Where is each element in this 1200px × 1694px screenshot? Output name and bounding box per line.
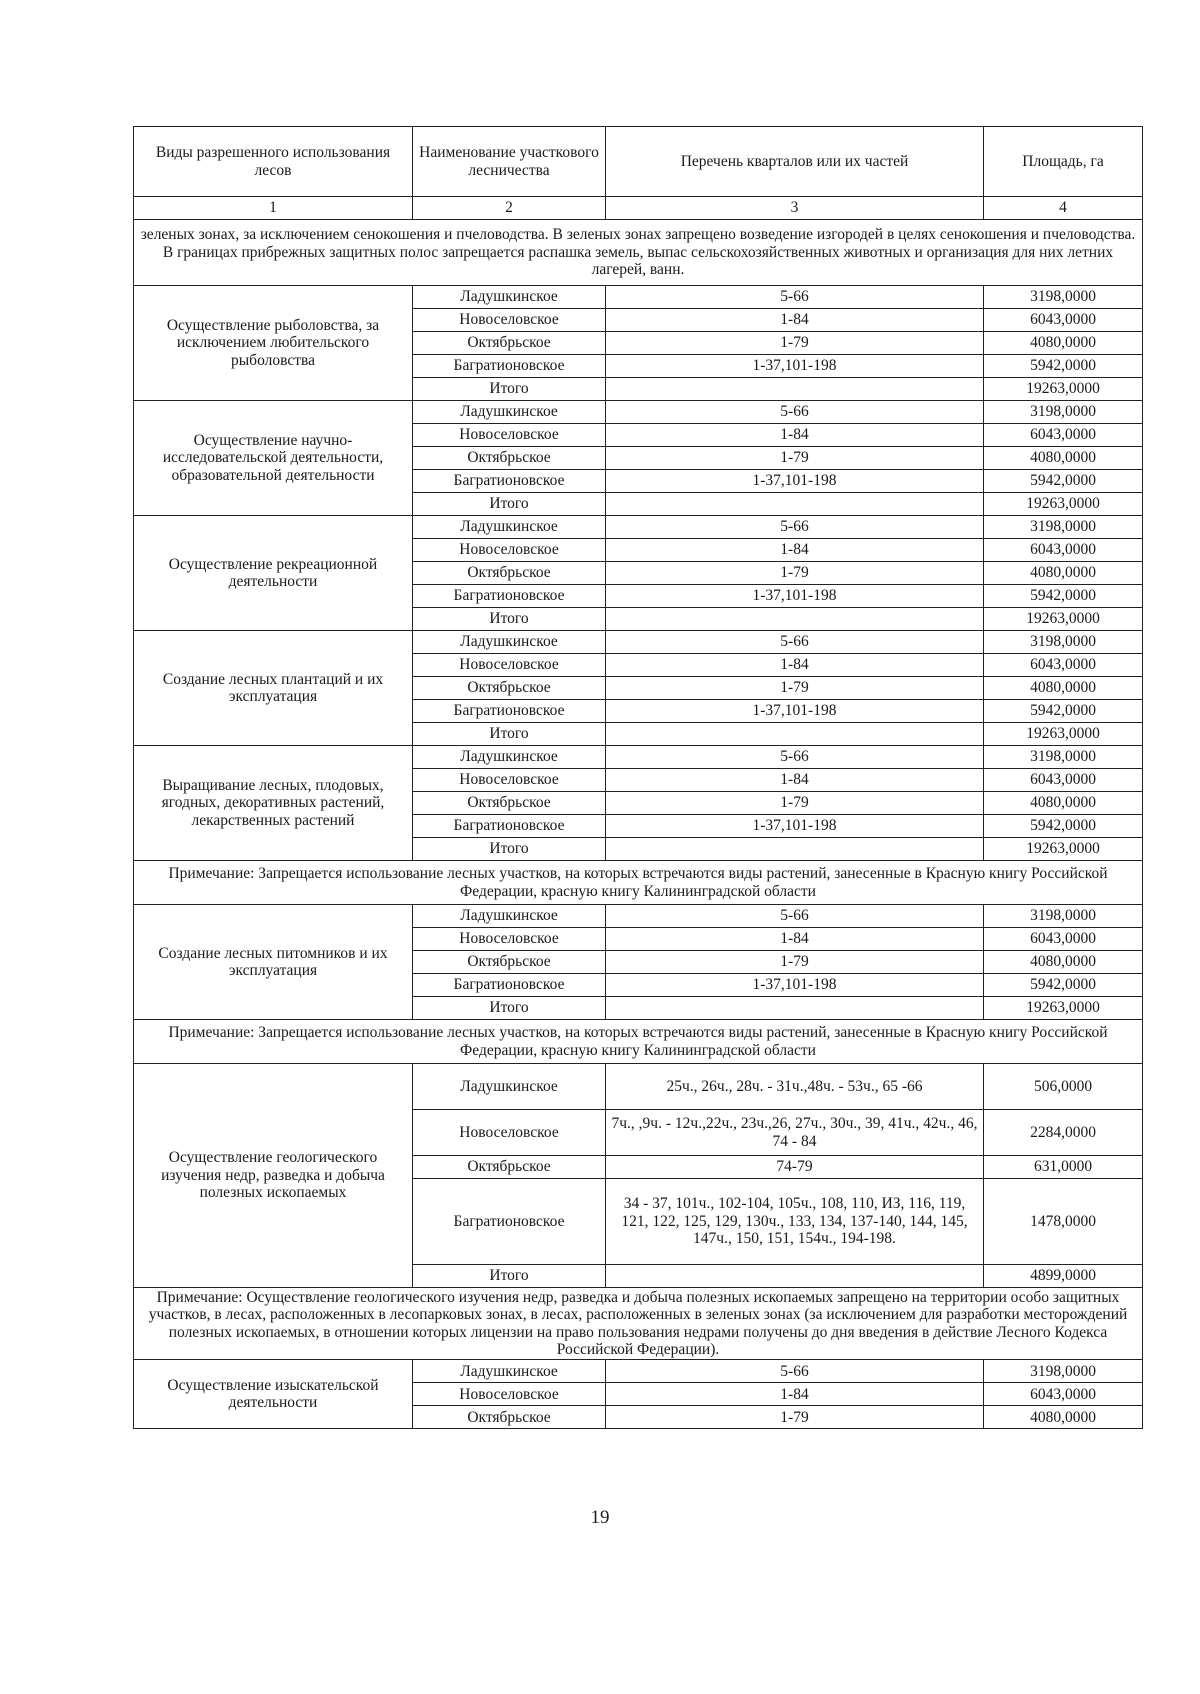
- district-cell: Ладушкинское: [413, 516, 606, 539]
- page-number: 19: [590, 1507, 610, 1528]
- district-cell: Ладушкинское: [413, 401, 606, 424]
- table-row: [134, 746, 1143, 769]
- table-row: [134, 1064, 1143, 1110]
- area-cell: 631,0000: [984, 1156, 1143, 1179]
- district-cell: Итого: [413, 608, 606, 631]
- area-cell: 506,0000: [984, 1064, 1143, 1110]
- area-cell: 3198,0000: [984, 746, 1143, 769]
- quarters-cell: [606, 608, 984, 631]
- note-text: Примечание: Запрещается использование лесных участков, на которых встречаются виды растений, занесенные в Красную книгу Российской Федерации, красную книгу Калининградской области: [134, 1020, 1143, 1064]
- district-cell: Итого: [413, 1265, 606, 1288]
- district-cell: Багратионовское: [413, 815, 606, 838]
- quarters-cell: 1-84: [606, 539, 984, 562]
- quarters-cell: 1-79: [606, 792, 984, 815]
- area-cell: 5942,0000: [984, 815, 1143, 838]
- column-header-use-type: Виды разрешенного использования лесов: [134, 127, 413, 197]
- use-type-cell: Выращивание лесных, плодовых, ягодных, декоративных растений, лекарственных растений: [134, 746, 413, 861]
- district-cell: Багратионовское: [413, 1179, 606, 1265]
- area-cell: 4080,0000: [984, 562, 1143, 585]
- quarters-cell: 1-37,101-198: [606, 974, 984, 997]
- use-type-cell: Создание лесных питомников и их эксплуатация: [134, 905, 413, 1020]
- note-text: Примечание: Запрещается использование лесных участков, на которых встречаются виды растений, занесенные в Красную книгу Российской Федерации, красную книгу Калининградской области: [134, 861, 1143, 905]
- district-cell: Новоселовское: [413, 424, 606, 447]
- quarters-cell: 34 - 37, 101ч., 102-104, 105ч., 108, 110, ИЗ, 116, 119, 121, 122, 125, 129, 130ч., 133, 134, 137-140, 144, 145, 147ч., 150, 151, 154ч., 194-198.: [606, 1179, 984, 1265]
- district-cell: Новоселовское: [413, 928, 606, 951]
- area-cell: 4080,0000: [984, 1406, 1143, 1429]
- district-cell: Новоселовское: [413, 1110, 606, 1156]
- area-cell: 3198,0000: [984, 401, 1143, 424]
- quarters-cell: 1-79: [606, 562, 984, 585]
- quarters-cell: [606, 838, 984, 861]
- quarters-cell: 25ч., 26ч., 28ч. - 31ч.,48ч. - 53ч., 65 -66: [606, 1064, 984, 1110]
- district-cell: Новоселовское: [413, 309, 606, 332]
- district-cell: Ладушкинское: [413, 905, 606, 928]
- area-cell: 19263,0000: [984, 838, 1143, 861]
- district-cell: Новоселовское: [413, 769, 606, 792]
- use-type-cell: Осуществление геологического изучения недр, разведка и добыча полезных ископаемых: [134, 1064, 413, 1288]
- quarters-cell: 1-84: [606, 424, 984, 447]
- area-cell: 4080,0000: [984, 951, 1143, 974]
- quarters-cell: [606, 723, 984, 746]
- area-cell: 6043,0000: [984, 539, 1143, 562]
- district-cell: Новоселовское: [413, 539, 606, 562]
- district-cell: Багратионовское: [413, 470, 606, 493]
- area-cell: 5942,0000: [984, 974, 1143, 997]
- area-cell: 4080,0000: [984, 447, 1143, 470]
- quarters-cell: 5-66: [606, 905, 984, 928]
- quarters-cell: 1-37,101-198: [606, 700, 984, 723]
- quarters-cell: 1-84: [606, 309, 984, 332]
- quarters-cell: 1-37,101-198: [606, 355, 984, 378]
- area-cell: 5942,0000: [984, 585, 1143, 608]
- area-cell: 4899,0000: [984, 1265, 1143, 1288]
- quarters-cell: 5-66: [606, 516, 984, 539]
- district-cell: Новоселовское: [413, 1383, 606, 1406]
- area-cell: 3198,0000: [984, 1360, 1143, 1383]
- district-cell: Октябрьское: [413, 792, 606, 815]
- district-cell: Октябрьское: [413, 951, 606, 974]
- area-cell: 19263,0000: [984, 378, 1143, 401]
- district-cell: Октябрьское: [413, 1156, 606, 1179]
- district-cell: Октябрьское: [413, 677, 606, 700]
- district-cell: Багратионовское: [413, 355, 606, 378]
- district-cell: Итого: [413, 997, 606, 1020]
- district-cell: Октябрьское: [413, 447, 606, 470]
- district-cell: Итого: [413, 723, 606, 746]
- area-cell: 4080,0000: [984, 792, 1143, 815]
- quarters-cell: 1-84: [606, 654, 984, 677]
- quarters-cell: 5-66: [606, 286, 984, 309]
- quarters-cell: 1-37,101-198: [606, 585, 984, 608]
- quarters-cell: 1-79: [606, 677, 984, 700]
- table-row: [134, 401, 1143, 424]
- quarters-cell: 1-79: [606, 951, 984, 974]
- area-cell: 5942,0000: [984, 700, 1143, 723]
- quarters-cell: 1-37,101-198: [606, 815, 984, 838]
- table-row: [134, 1360, 1143, 1383]
- area-cell: 6043,0000: [984, 928, 1143, 951]
- area-cell: 2284,0000: [984, 1110, 1143, 1156]
- quarters-cell: 74-79: [606, 1156, 984, 1179]
- forest-use-table: [133, 126, 1143, 1429]
- quarters-cell: 5-66: [606, 1360, 984, 1383]
- note-row: [134, 1020, 1143, 1064]
- column-header-area: Площадь, га: [984, 127, 1143, 197]
- area-cell: 4080,0000: [984, 677, 1143, 700]
- quarters-cell: 1-79: [606, 332, 984, 355]
- district-cell: Ладушкинское: [413, 746, 606, 769]
- use-type-cell: Осуществление изыскательской деятельности: [134, 1360, 413, 1429]
- quarters-cell: [606, 997, 984, 1020]
- area-cell: 6043,0000: [984, 309, 1143, 332]
- note-row: [134, 861, 1143, 905]
- table-header-row: [134, 127, 1143, 197]
- area-cell: 19263,0000: [984, 608, 1143, 631]
- table-row: [134, 631, 1143, 654]
- quarters-cell: 1-79: [606, 1406, 984, 1429]
- column-number: 3: [606, 197, 984, 220]
- area-cell: 6043,0000: [984, 424, 1143, 447]
- column-number: 4: [984, 197, 1143, 220]
- quarters-cell: 5-66: [606, 746, 984, 769]
- table-row: [134, 286, 1143, 309]
- district-cell: Новоселовское: [413, 654, 606, 677]
- area-cell: 6043,0000: [984, 654, 1143, 677]
- area-cell: 6043,0000: [984, 769, 1143, 792]
- area-cell: 19263,0000: [984, 493, 1143, 516]
- area-cell: 1478,0000: [984, 1179, 1143, 1265]
- use-type-cell: Осуществление рыболовства, за исключением любительского рыболовства: [134, 286, 413, 401]
- table-body: [134, 220, 1143, 1429]
- note-text: Примечание: Осуществление геологического изучения недр, разведка и добыча полезных ископаемых запрещено на территории особо защитных участков, в лесах, расположенных в лесопарковых зонах, в лесах, расположенных в зеленых зонах (за исключением для разработки месторождений полезных ископаемых, в отношении которых лицензии на право пользования недрами получены до дня введения в действие Лесного Кодекса Российской Федерации).: [134, 1288, 1143, 1360]
- note-row: [134, 220, 1143, 286]
- district-cell: Ладушкинское: [413, 286, 606, 309]
- area-cell: 3198,0000: [984, 905, 1143, 928]
- use-type-cell: Осуществление научно-исследовательской деятельности, образовательной деятельности: [134, 401, 413, 516]
- table-row: [134, 516, 1143, 539]
- area-cell: 19263,0000: [984, 997, 1143, 1020]
- area-cell: 3198,0000: [984, 286, 1143, 309]
- district-cell: Итого: [413, 378, 606, 401]
- area-cell: 4080,0000: [984, 332, 1143, 355]
- district-cell: Багратионовское: [413, 585, 606, 608]
- quarters-cell: 7ч., ,9ч. - 12ч.,22ч., 23ч.,26, 27ч., 30ч., 39, 41ч., 42ч., 46, 74 - 84: [606, 1110, 984, 1156]
- column-number: 2: [413, 197, 606, 220]
- district-cell: Ладушкинское: [413, 1064, 606, 1110]
- quarters-cell: 1-37,101-198: [606, 470, 984, 493]
- district-cell: Итого: [413, 838, 606, 861]
- use-type-cell: Осуществление рекреационной деятельности: [134, 516, 413, 631]
- column-number-row: [134, 197, 1143, 220]
- district-cell: Октябрьское: [413, 562, 606, 585]
- district-cell: Ладушкинское: [413, 631, 606, 654]
- quarters-cell: 1-84: [606, 928, 984, 951]
- district-cell: Октябрьское: [413, 332, 606, 355]
- note-text: зеленых зонах, за исключением сенокошения и пчеловодства. В зеленых зонах запрещено возведение изгородей в целях сенокошения и пчеловодства. В границах прибрежных защитных полос запрещается распашка земель, выпас сельскохозяйственных животных и организация для них летних лагерей, ванн.: [134, 220, 1143, 286]
- quarters-cell: 1-84: [606, 1383, 984, 1406]
- area-cell: 5942,0000: [984, 355, 1143, 378]
- quarters-cell: 5-66: [606, 631, 984, 654]
- area-cell: 5942,0000: [984, 470, 1143, 493]
- district-cell: Итого: [413, 493, 606, 516]
- quarters-cell: [606, 1265, 984, 1288]
- area-cell: 6043,0000: [984, 1383, 1143, 1406]
- district-cell: Ладушкинское: [413, 1360, 606, 1383]
- column-header-district: Наименование участкового лесничества: [413, 127, 606, 197]
- quarters-cell: 5-66: [606, 401, 984, 424]
- note-row: [134, 1288, 1143, 1360]
- quarters-cell: 1-84: [606, 769, 984, 792]
- district-cell: Багратионовское: [413, 974, 606, 997]
- district-cell: Октябрьское: [413, 1406, 606, 1429]
- quarters-cell: [606, 493, 984, 516]
- table-row: [134, 905, 1143, 928]
- area-cell: 3198,0000: [984, 631, 1143, 654]
- column-header-quarters: Перечень кварталов или их частей: [606, 127, 984, 197]
- column-number: 1: [134, 197, 413, 220]
- use-type-cell: Создание лесных плантаций и их эксплуатация: [134, 631, 413, 746]
- quarters-cell: 1-79: [606, 447, 984, 470]
- quarters-cell: [606, 378, 984, 401]
- area-cell: 3198,0000: [984, 516, 1143, 539]
- district-cell: Багратионовское: [413, 700, 606, 723]
- area-cell: 19263,0000: [984, 723, 1143, 746]
